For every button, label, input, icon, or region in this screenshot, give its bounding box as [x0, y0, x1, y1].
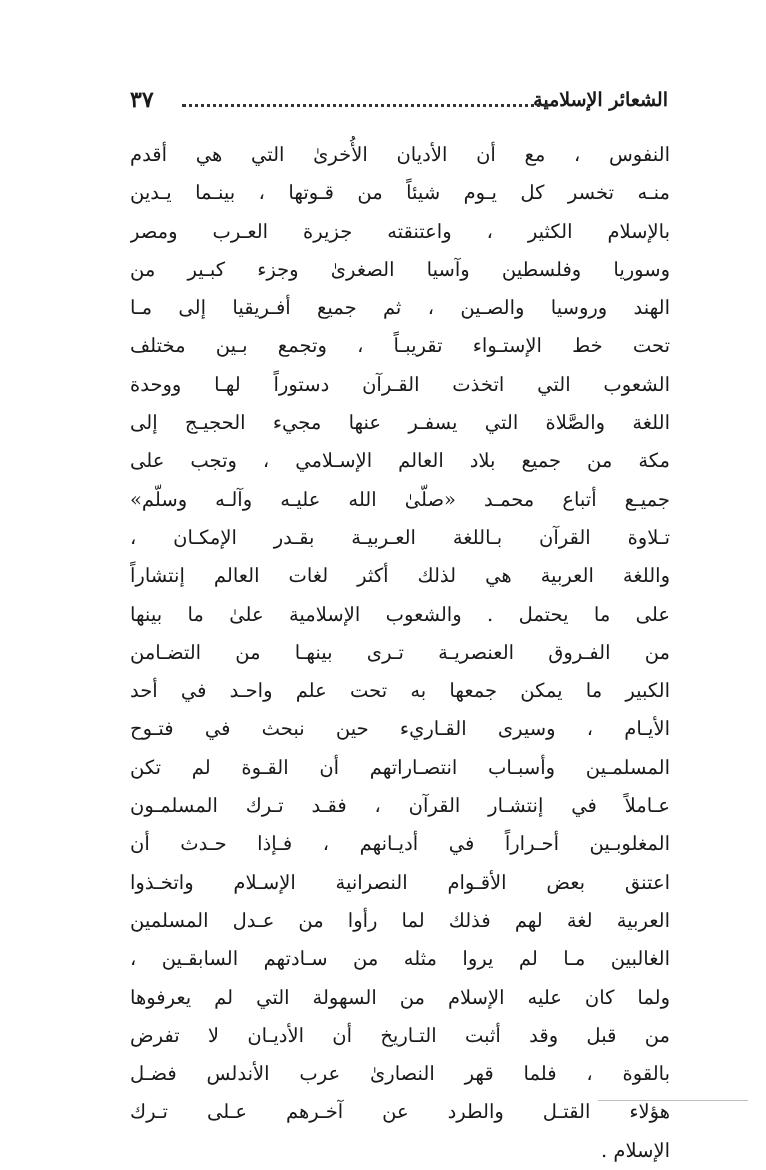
text-line: اللغة والصَّلاة التي يسفـر عنها مجيء الحجيـج إلى [130, 411, 670, 435]
text-line: بالقوة ، فلما قهر النصارىٰ عرب الأندلس فضـل [130, 1062, 670, 1086]
text-line: الكبير ما يمكن جمعها به تحت علم واحـد في أحد [130, 679, 670, 703]
text-line: واللغة العربية هي لذلك أكثر لغات العالم إنتشاراً [130, 564, 670, 588]
body-text [130, 136, 670, 1170]
text-line: المسلمـين وأسبـاب انتصـاراتهم أن القـوة لم تكن [130, 755, 670, 779]
text-line: الهند وروسيا والصـين ، ثم جميع أفـريقيا إلى مـا [130, 296, 670, 320]
page-header [130, 82, 668, 118]
text-line: الأيـام ، وسيرى القـاريء حين نبحث في فتـوح [130, 717, 670, 741]
text-line: وسوريا وفلسطين وآسيا الصغرىٰ وجزء كبـير من [130, 257, 670, 281]
text-line: على ما يحتمل . والشعوب الإسلامية علىٰ ما بينها [130, 602, 670, 626]
text-line: ولما كان عليه الإسلام من السهولة التي لم يعرفوها [130, 985, 670, 1009]
text-line: بالإسلام الكثير ، واعتنقته جزيرة العـرب ومصر [130, 219, 670, 243]
text-line: الغالبين مـا لم يروا مثله من سـادتهم السابقـين ، [130, 947, 670, 971]
text-line: منـه تخسر كل يـوم شيئاً من قـوتها ، بينـما يـدين [130, 181, 670, 205]
text-line: تحت خط الإستـواء تقريبـاً ، وتجمع بـين مختلف [130, 334, 670, 358]
text-line: عـاملاً في إنتشـار القرآن ، فقـد تـرك المسلمـون [130, 794, 670, 818]
text-line: المغلوبـين أحـراراً في أديـانهم ، فـإذا حـدث أن [130, 832, 670, 856]
text-line: من الفـروق العنصريـة تـرى بينهـا من التضـامن [130, 640, 670, 664]
leader-dots [182, 104, 548, 107]
page-number: ٣٧ [130, 87, 154, 113]
running-title: الشعائر الإسلامية [533, 89, 668, 111]
text-line: هؤلاء القتـل والطرد عن آخـرهم عـلى تـرك [130, 1100, 670, 1124]
text-line: العربية لغة لهم فذلك لما رأوا من عـدل المسلمين [130, 908, 670, 932]
text-line: النفوس ، مع أن الأديان الأُخرىٰ التي هي أقدم [130, 143, 670, 166]
text-line: تـلاوة القرآن بـاللغة العـربيـة بقـدر الإمكـان ، [130, 525, 670, 549]
footer-rule [598, 1100, 748, 1101]
text-line: اعتنق بعض الأقـوام النصرانية الإسـلام واتخـذوا [130, 870, 670, 894]
text-line: الشعوب التي اتخذت القـرآن دستوراً لهـا ووحدة [130, 372, 670, 396]
text-line: الإسلام . [601, 1138, 670, 1162]
text-line: من قبل وقد أثبت التـاريخ أن الأديـان لا تفرض [130, 1023, 670, 1047]
text-line: مكة من جميع بلاد العالم الإسـلامي ، وتجب على [130, 449, 670, 473]
text-line: جميـع أتباع محمـد «صلّىٰ الله عليـه وآلـه وسلّم» [130, 487, 670, 511]
